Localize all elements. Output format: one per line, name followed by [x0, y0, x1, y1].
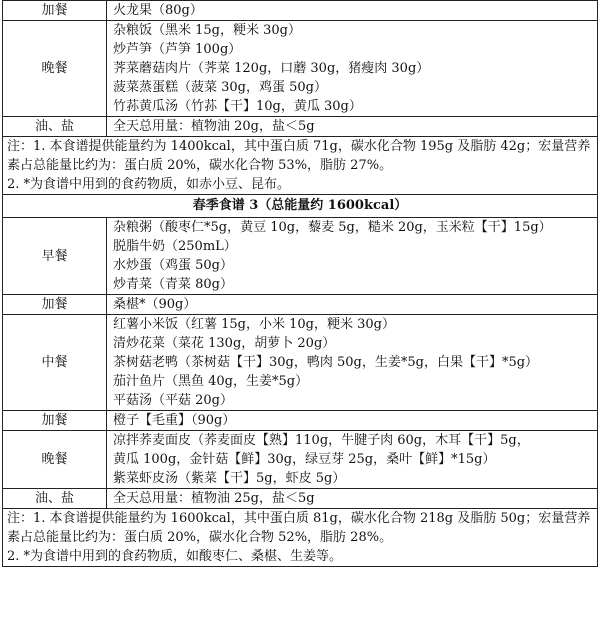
table-row: [3, 21, 598, 117]
table-row: [3, 218, 598, 295]
nutrition-note: [3, 137, 598, 195]
meal-items: [107, 489, 598, 509]
note-line: 注：1. 本食谱提供能量约为 1400kcal，其中蛋白质 71g，碳水化合物 195g 及脂肪 42g；宏量营养素占总能量比约为：蛋白质 20%，碳水化合物 53%，脂肪 27%。: [7, 139, 591, 173]
meal-label: 加餐: [3, 295, 107, 315]
note-line: 2. *为食谱中用到的食药物质，如赤小豆、昆布。: [7, 177, 291, 192]
table-row: [3, 295, 598, 315]
section-title: 春季食谱 3（总能量约 1600kcal）: [3, 195, 598, 218]
food-item: 黄瓜 100g，金针菇【鲜】30g，绿豆芽 25g，桑叶【鲜】*15g）: [113, 452, 496, 467]
meal-items: [107, 411, 598, 431]
food-item: 菠菜蒸蛋糕（菠菜 30g，鸡蛋 50g）: [113, 80, 327, 95]
food-item: 平菇汤（平菇 20g）: [113, 393, 233, 408]
meal-label: 加餐: [3, 411, 107, 431]
meal-items: [107, 21, 598, 117]
meal-items: [107, 218, 598, 295]
meal-label: 晚餐: [3, 431, 107, 489]
meal-label: 油、盐: [3, 489, 107, 509]
food-item: 炒青菜（青菜 80g）: [113, 277, 233, 292]
food-item: 清炒花菜（菜花 130g，胡萝卜 20g）: [113, 336, 336, 351]
food-item: 紫菜虾皮汤（紫菜【干】5g，虾皮 5g）: [113, 471, 346, 486]
food-item: 橙子【毛重】（90g）: [113, 413, 236, 428]
meal-label: 早餐: [3, 218, 107, 295]
meal-plan-table: [2, 0, 598, 567]
table-row: [3, 315, 598, 411]
meal-plan-body: [3, 1, 598, 567]
food-item: 杂粮饭（黑米 15g，粳米 30g）: [113, 23, 301, 38]
food-item: 火龙果（80g）: [113, 3, 203, 18]
food-item: 凉拌荞麦面皮（荞麦面皮【熟】110g，牛腱子肉 60g，木耳【干】5g，: [113, 433, 530, 448]
food-item: 桑椹*（90g）: [113, 297, 197, 312]
table-row: [3, 411, 598, 431]
meal-items: [107, 1, 598, 21]
food-item: 竹荪黄瓜汤（竹荪【干】10g，黄瓜 30g）: [113, 99, 362, 114]
food-item: 茄汁鱼片（黑鱼 40g，生姜*5g）: [113, 374, 309, 389]
table-row: [3, 117, 598, 137]
meal-label: 加餐: [3, 1, 107, 21]
table-row: [3, 509, 598, 567]
food-item: 茶树菇老鸭（茶树菇【干】30g，鸭肉 50g，生姜*5g，白果【干】*5g）: [113, 355, 539, 370]
nutrition-note: [3, 509, 598, 567]
meal-items: [107, 431, 598, 489]
meal-label: 油、盐: [3, 117, 107, 137]
food-item: 荠菜蘑菇肉片（荠菜 120g，口蘑 30g，猪瘦肉 30g）: [113, 61, 430, 76]
meal-label: 晚餐: [3, 21, 107, 117]
table-row: [3, 489, 598, 509]
table-row: [3, 195, 598, 218]
food-item: 脱脂牛奶（250mL）: [113, 239, 237, 254]
table-row: [3, 431, 598, 489]
meal-items: [107, 295, 598, 315]
food-item: 炒芦笋（芦笋 100g）: [113, 42, 242, 57]
meal-items: [107, 117, 598, 137]
note-line: 注：1. 本食谱提供能量约为 1600kcal，其中蛋白质 81g，碳水化合物 218g 及脂肪 50g；宏量营养素占总能量比约为：蛋白质 20%，碳水化合物 52%，脂肪 28%。: [7, 511, 591, 545]
meal-label: 中餐: [3, 315, 107, 411]
table-row: [3, 1, 598, 21]
food-item: 杂粮粥（酸枣仁*5g，黄豆 10g，藜麦 5g，糙米 20g，玉米粒【干】15g）: [113, 220, 552, 235]
meal-items: [107, 315, 598, 411]
food-item: 水炒蛋（鸡蛋 50g）: [113, 258, 233, 273]
food-item: 红薯小米饭（红薯 15g，小米 10g，粳米 30g）: [113, 317, 395, 332]
note-line: 2. *为食谱中用到的食药物质，如酸枣仁、桑椹、生姜等。: [7, 549, 343, 564]
food-item: 全天总用量：植物油 25g，盐＜5g: [113, 491, 315, 506]
food-item: 全天总用量：植物油 20g，盐＜5g: [113, 119, 315, 134]
table-row: [3, 137, 598, 195]
